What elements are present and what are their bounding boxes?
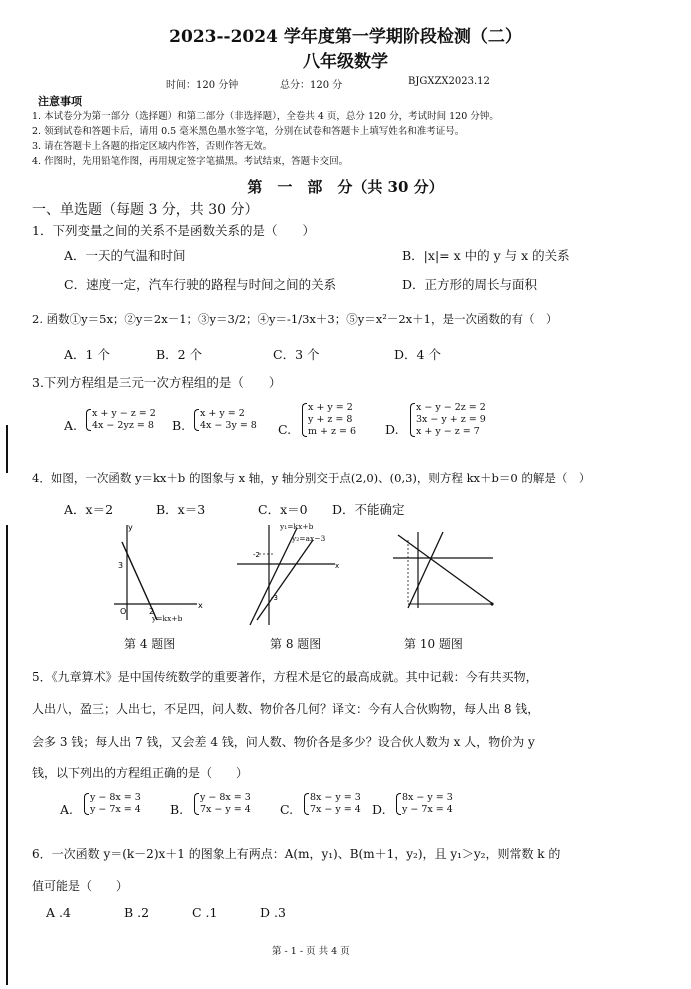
question-3-option-b: x + y = 2 4x − 3y = 8 [194, 408, 257, 432]
notes-heading: 注意事项 [38, 95, 82, 108]
question-1-option-a: A．一天的气温和时间 [64, 248, 186, 263]
question-3-option-a: x + y − z = 2 4x − 2yz = 8 [86, 408, 156, 432]
question-2-option-b: B．2 个 [156, 347, 203, 362]
question-1-option-c: C．速度一定，汽车行驶的路程与时间之间的关系 [64, 277, 337, 292]
figure-8-line1-label: y₁=kx+b [280, 522, 314, 531]
svg-text:O: O [120, 607, 127, 616]
question-6-line: 6．一次函数 y＝(k－2)x＋1 的图象上有两点：A(m，y₁)、B(m＋1，y₂)，且 y₁＞y₂，则常数 k 的 [32, 847, 561, 861]
question-4-option-b: B．x＝3 [156, 502, 206, 517]
question-3-option-c-label: C. [278, 422, 292, 437]
question-6-option-c: C .1 [192, 905, 218, 920]
question-4-option-c: C．x＝0 [258, 502, 308, 517]
exam-title: 2023--2024 学年度第一学期阶段检测（二） [169, 27, 522, 47]
question-5-option-b-label: B. [170, 802, 184, 817]
figure-4-caption: 第 4 题图 [124, 637, 176, 651]
notes-item: 3. 请在答题卡上各题的指定区域内作答，否则作答无效。 [32, 141, 273, 152]
question-2-stem: 2. 函数①y＝5x；②y＝2x－1；③y＝3/2；④y＝-1/3x＋3；⑤y＝x²－2x＋1，是一次函数的有（ ） [32, 312, 558, 326]
notes-item: 1. 本试卷分为第一部分（选择题）和第二部分（非选择题），全卷共 4 页，总分 120 分，考试时间 120 分钟。 [32, 111, 499, 122]
question-5-line: 5．《九章算术》是中国传统数学的重要著作，方程术是它的最高成就。其中记载：今有共买物， [32, 670, 538, 684]
notes-item: 2. 领到试卷和答题卡后，请用 0.5 毫米黑色墨水签字笔，分别在试卷和答题卡上填写姓名和准考证号。 [32, 126, 465, 137]
exam-subtitle: 八年级数学 [303, 52, 388, 72]
question-6-line: 值可能是（ ） [32, 879, 129, 893]
question-3-option-b-label: B. [172, 418, 186, 433]
page-footer: 第 - 1 - 页 共 4 页 [272, 946, 350, 957]
figure-8-line2-label: y₂=ax−3 [292, 534, 326, 543]
notes-item: 4. 作图时，先用铅笔作图，再用规定签字笔描黑。考试结束，答题卡交回。 [32, 156, 349, 167]
question-5-option-c: 8x − y = 3 7x − y = 4 [304, 792, 361, 816]
exam-code: BJGXZX2023.12 [408, 76, 490, 87]
scan-edge-mark [6, 425, 8, 473]
svg-text:-2: -2 [253, 551, 260, 559]
exam-time: 时间：120 分钟 [166, 80, 239, 91]
question-3-stem: 3.下列方程组是三元一次方程组的是（ ） [32, 375, 282, 390]
scan-edge-mark [6, 525, 8, 985]
question-2-option-a: A．1 个 [64, 347, 110, 362]
question-5-option-c-label: C. [280, 802, 294, 817]
question-5-line: 会多 3 钱；每人出 7 钱，又会差 4 钱，问人数、物价各是多少？设合伙人数为 x 人，物价为 y [32, 735, 535, 749]
question-6-option-b: B .2 [124, 905, 150, 920]
question-4-option-a: A．x＝2 [64, 502, 114, 517]
question-6-option-d: D .3 [260, 905, 286, 920]
question-5-option-d: 8x − y = 3 y − 7x = 4 [396, 792, 453, 816]
question-3-option-d-label: D. [385, 422, 399, 437]
question-5-line: 钱，以下列出的方程组正确的是（ ） [32, 766, 249, 780]
question-1-stem: 1．下列变量之间的关系不是函数关系的是（ ） [32, 223, 315, 238]
question-3-option-c: x + y = 2 y + z = 8 m + z = 6 [302, 402, 356, 438]
svg-text:-3: -3 [271, 594, 278, 602]
svg-text:y: y [128, 523, 133, 532]
figure-10-graph [388, 530, 498, 610]
section-heading: 一、单选题（每题 3 分，共 30 分） [32, 202, 259, 218]
question-5-option-d-label: D. [372, 802, 386, 817]
question-5-option-b: y − 8x = 3 7x − y = 4 [194, 792, 251, 816]
question-1-option-d: D．正方形的周长与面积 [402, 277, 538, 292]
question-3-option-a-label: A. [64, 418, 78, 433]
svg-text:2: 2 [149, 607, 155, 616]
svg-text:x: x [198, 601, 203, 610]
question-5-option-a-label: A. [60, 802, 74, 817]
question-6-option-a: A .4 [46, 905, 71, 920]
figure-8-caption: 第 8 题图 [270, 637, 322, 651]
exam-score: 总分：120 分 [280, 80, 343, 91]
question-5-line: 人出八，盈三；人出七，不足四，问人数、物价各几何？译文：今有人合伙购物，每人出 8 钱， [32, 702, 540, 716]
figure-4-line-label: y=kx+b [152, 614, 183, 623]
question-2-option-d: D．4 个 [394, 347, 441, 362]
figure-10-caption: 第 10 题图 [404, 637, 463, 651]
part-heading: 第 一 部 分（共 30 分） [247, 178, 444, 196]
question-3-option-d: x − y − 2z = 2 3x − y + z = 9 x + y − z = 7 [410, 402, 486, 438]
question-4-stem: 4．如图，一次函数 y＝kx＋b 的图象与 x 轴，y 轴分别交于点(2,0)、(0,3)，则方程 kx＋b＝0 的解是（ ） [32, 471, 591, 485]
svg-text:3: 3 [118, 561, 124, 570]
svg-text:x: x [335, 562, 340, 570]
question-2-option-c: C．3 个 [273, 347, 320, 362]
question-1-option-b: B．|x|= x 中的 y 与 x 的关系 [402, 248, 570, 263]
question-4-option-d: D．不能确定 [332, 502, 405, 517]
question-5-option-a: y − 8x = 3 y − 7x = 4 [84, 792, 141, 816]
